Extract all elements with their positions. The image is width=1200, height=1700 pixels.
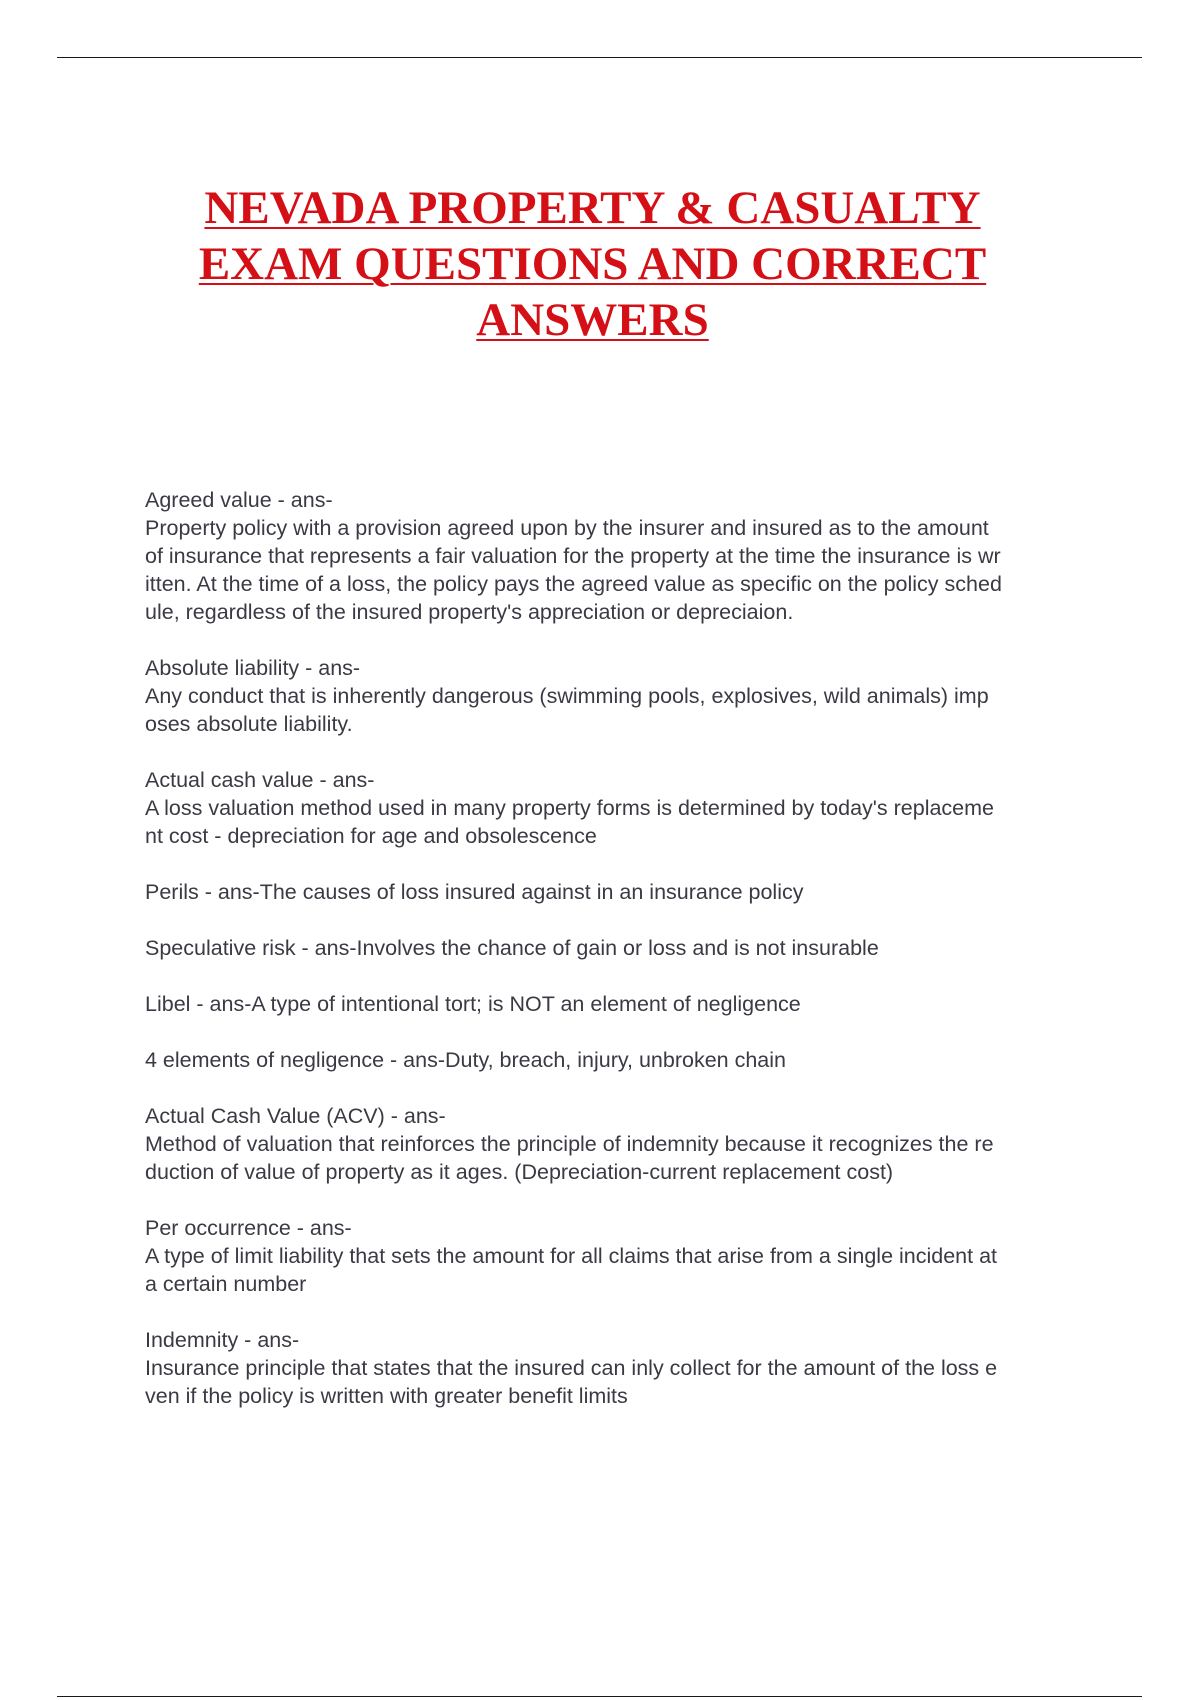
qa-entry-indemnity: [145, 1326, 1090, 1410]
qa-answer-line: a certain number: [145, 1272, 307, 1296]
qa-answer-line: A type of limit liability that sets the amount for all claims that arise from a single incident at: [145, 1244, 998, 1268]
qa-answer-line: Method of valuation that reinforces the principle of indemnity because it recognizes the re: [145, 1132, 994, 1156]
qa-entry-agreed-value: [145, 486, 1090, 626]
qa-answer-line: Property policy with a provision agreed upon by the insurer and insured as to the amount: [145, 516, 989, 540]
qa-term: Absolute liability - ans-: [145, 656, 361, 680]
qa-answer-line: oses absolute liability.: [145, 712, 353, 736]
qa-term: Agreed value - ans-: [145, 488, 333, 512]
qa-term-answer: Speculative risk - ans-Involves the chance of gain or loss and is not insurable: [145, 936, 879, 960]
qa-answer-line: itten. At the time of a loss, the policy pays the agreed value as specific on the policy sched: [145, 572, 1002, 596]
qa-answer-line: A loss valuation method used in many property forms is determined by today's replaceme: [145, 796, 994, 820]
qa-entry-per-occurrence: [145, 1214, 1090, 1298]
qa-term: Indemnity - ans-: [145, 1328, 300, 1352]
qa-entry-perils: [145, 878, 1090, 906]
qa-answer-line: duction of value of property as it ages. (Depreciation-current replacement cost): [145, 1160, 894, 1184]
qa-term-answer: Libel - ans-A type of intentional tort; is NOT an element of negligence: [145, 992, 801, 1016]
qa-entry-speculative-risk: [145, 934, 1090, 962]
qa-answer-line: Insurance principle that states that the insured can inly collect for the amount of the loss e: [145, 1356, 998, 1380]
qa-term-answer: 4 elements of negligence - ans-Duty, breach, injury, unbroken chain: [145, 1048, 786, 1072]
qa-term: Actual cash value - ans-: [145, 768, 375, 792]
title-line: NEVADA PROPERTY & CASUALTY: [204, 182, 981, 234]
title-line: EXAM QUESTIONS AND CORRECT: [198, 238, 987, 290]
qa-list: [145, 486, 1090, 1438]
qa-term-answer: Perils - ans-The causes of loss insured against in an insurance policy: [145, 880, 804, 904]
qa-term: Actual Cash Value (ACV) - ans-: [145, 1104, 446, 1128]
qa-entry-elements-of-negligence: [145, 1046, 1090, 1074]
qa-answer-line: Any conduct that is inherently dangerous (swimming pools, explosives, wild animals) imp: [145, 684, 989, 708]
qa-answer-line: nt cost - depreciation for age and obsolescence: [145, 824, 597, 848]
qa-answer-line: ule, regardless of the insured property's appreciation or depreciaion.: [145, 600, 794, 624]
qa-entry-absolute-liability: [145, 654, 1090, 738]
footer-rule: [57, 1696, 1142, 1697]
qa-entry-actual-cash-value: [145, 766, 1090, 850]
qa-answer-line: of insurance that represents a fair valuation for the property at the time the insurance is wr: [145, 544, 1001, 568]
document-title: [140, 180, 1045, 348]
qa-entry-libel: [145, 990, 1090, 1018]
qa-entry-acv: [145, 1102, 1090, 1186]
qa-answer-line: ven if the policy is written with greater benefit limits: [145, 1384, 628, 1408]
qa-term: Per occurrence - ans-: [145, 1216, 352, 1240]
title-line: ANSWERS: [476, 294, 709, 346]
header-rule: [57, 57, 1142, 58]
